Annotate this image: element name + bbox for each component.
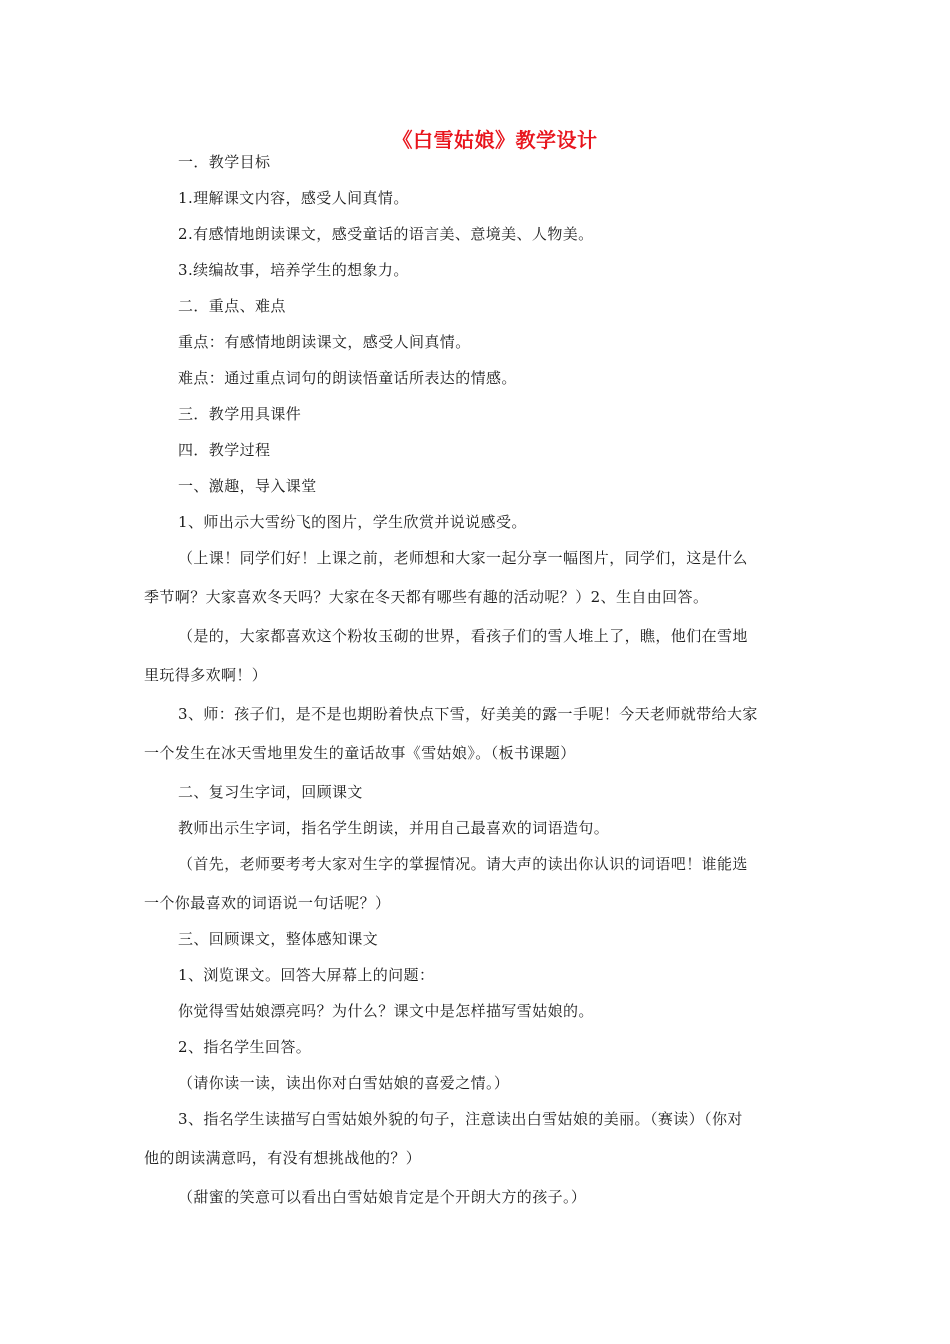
paragraph-line: 3、指名学生读描写白雪姑娘外貌的句子，注意读出白雪姑娘的美丽。（赛读）（你对 xyxy=(178,1110,743,1128)
paragraph-line: 他的朗读满意吗，有没有想挑战他的？） xyxy=(144,1149,422,1167)
heading-teaching-process: 四．教学过程 xyxy=(178,441,271,459)
section-heading-3: 三、回顾课文，整体感知课文 xyxy=(178,930,379,948)
heading-teaching-aids: 三．教学用具课件 xyxy=(178,405,302,423)
key-point: 重点：有感情地朗读课文，感受人间真情。 xyxy=(178,333,471,351)
paragraph-line: （首先，老师要考考大家对生字的掌握情况。请大声的读出你认识的词语吧！谁能选 xyxy=(178,855,748,873)
paragraph-line: （是的，大家都喜欢这个粉妆玉砌的世界，看孩子们的雪人堆上了，瞧，他们在雪地 xyxy=(178,627,748,645)
step-3-2-note: （请你读一读，读出你对白雪姑娘的喜爱之情。） xyxy=(178,1074,510,1092)
paragraph-line: 里玩得多欢啊！） xyxy=(144,666,268,684)
difficult-point: 难点：通过重点词句的朗读悟童话所表达的情感。 xyxy=(178,369,517,387)
step-2-1: 教师出示生字词，指名学生朗读，并用自己最喜欢的词语造句。 xyxy=(178,819,610,837)
paragraph-line: （上课！同学们好！上课之前，老师想和大家一起分享一幅图片，同学们，这是什么 xyxy=(178,549,748,567)
paragraph-line: 一个你最喜欢的词语说一句话呢？） xyxy=(144,894,391,912)
objective-3: 3.续编故事，培养学生的想象力。 xyxy=(178,261,409,279)
paragraph-line: 一个发生在冰天雪地里发生的童话故事《雪姑娘》。（板书课题） xyxy=(144,744,576,762)
section-heading-2: 二、复习生字词，回顾课文 xyxy=(178,783,363,801)
section-heading-1: 一、激趣，导入课堂 xyxy=(178,477,317,495)
heading-key-points: 二．重点、难点 xyxy=(178,297,286,315)
document-title: 《白雪姑娘》教学设计 xyxy=(392,128,598,152)
paragraph-line: 3、师：孩子们，是不是也期盼着快点下雪，好美美的露一手呢！今天老师就带给大家 xyxy=(178,705,758,723)
objective-1: 1.理解课文内容，感受人间真情。 xyxy=(178,189,409,207)
step-3-1: 1、浏览课文。回答大屏幕上的问题： xyxy=(178,966,435,984)
heading-objectives: 一．教学目标 xyxy=(178,153,271,171)
objective-2: 2.有感情地朗读课文，感受童话的语言美、意境美、人物美。 xyxy=(178,225,594,243)
step-1-1: 1、师出示大雪纷飞的图片，学生欣赏并说说感受。 xyxy=(178,513,527,531)
paragraph-line: （甜蜜的笑意可以看出白雪姑娘肯定是个开朗大方的孩子。） xyxy=(178,1188,587,1206)
step-3-question: 你觉得雪姑娘漂亮吗？为什么？课文中是怎样描写雪姑娘的。 xyxy=(178,1002,594,1020)
paragraph-line: 季节啊？大家喜欢冬天吗？大家在冬天都有哪些有趣的活动呢？）2、生自由回答。 xyxy=(144,588,709,606)
step-3-2: 2、指名学生回答。 xyxy=(178,1038,312,1056)
